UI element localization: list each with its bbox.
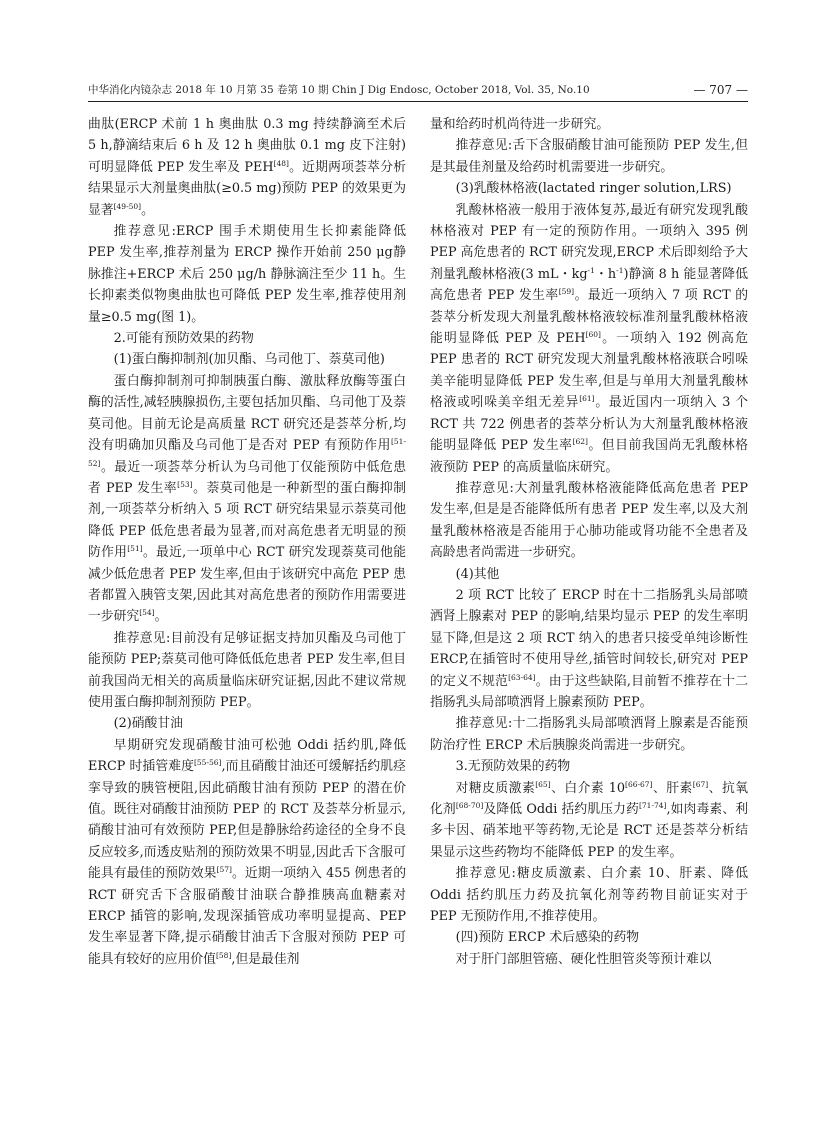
recommendation: 推荐意见:目前没有足够证据支持加贝酯及乌司他丁能预防 PEP;萘莫司他可降低低危患者 PEP 发生率,但目前我国尚无相关的高质量临床研究证据,因此不建议常规使用蛋白酶抑制剂预防 PEP。 — [88, 630, 406, 710]
citation[interactable]: [54] — [139, 608, 155, 618]
citation[interactable]: [59] — [558, 287, 575, 297]
citation[interactable]: [51-52] — [88, 437, 406, 468]
citation[interactable]: [53] — [177, 479, 193, 489]
recommendation: 推荐意见:舌下含服硝酸甘油可能预防 PEP 发生,但是其最佳剂量及给药时机需要进一步研究。 — [430, 138, 748, 175]
citation[interactable]: [71-74] — [638, 801, 667, 810]
recommendation: 推荐意见:十二指肠乳头局部喷洒肾上腺素是否能预防治疗性 ERCP 术后胰腺炎尚需进一步研究。 — [430, 716, 748, 753]
paragraph: 对糖皮质激素[65]、白介素 10[66-67]、肝素[67]、抗氧化剂[68-70]及降低 Oddi 括约肌压力药[71-74],如肉毒素、利多卡因、硝苯地平等药物,无论是 RCT 还是荟萃分析结果显示这些药物均不能降低 PEP 的发生率。 — [430, 779, 749, 860]
citation[interactable]: [48] — [273, 158, 289, 168]
paragraph: 对于肝门部胆管癌、硬化性胆管炎等预计难以 — [455, 951, 712, 967]
section-heading: 2.可能有预防效果的药物 — [113, 331, 254, 347]
paragraph: 量和给药时机尚待进一步研究。 — [430, 117, 610, 132]
citation[interactable]: [51] — [127, 544, 143, 554]
citation[interactable]: [61] — [579, 394, 595, 404]
header-rule — [88, 101, 748, 102]
page-number: — 707 — — [693, 83, 748, 97]
citation[interactable]: [66-67] — [625, 779, 653, 789]
recommendation: 推荐意见:糖皮质激素、白介素 10、肝素、降低 Oddi 括约肌压力药及抗氧化剂等药物目前证实对于 PEP 无预防作用,不推荐使用。 — [430, 866, 748, 925]
paragraph: 2 项 RCT 比较了 ERCP 时在十二指肠乳头局部喷洒肾上腺素对 PEP 的影响,结果均显示 PEP 的发生率明显下降,但是这 2 项 RCT 纳入的患者只接受单纯诊断性 ERCP,在插管时不使用导丝,插管时间较长,研究对 PEP 的定义不规范[63-64]。由于这些缺陷,目前暂不推荐在十二指肠乳头局部喷洒肾上腺素预防 PEP。 — [430, 587, 748, 710]
section-heading: 3.无预防效果的药物 — [455, 759, 571, 775]
citation[interactable]: [65] — [535, 779, 551, 789]
paragraph: 乳酸林格液一般用于液体复苏,最近有研究发现乳酸林格液对 PEP 有一定的预防作用。一项纳入 395 例 PEP 高危患者的 RCT 研究发现,ERCP 术后即刻给予大剂量乳酸林格液(3 mL・$kg^{-1}$・$h^{-1}$)静滴 8 h 能显著降低高危患者 PEP 发生率[59]。最近一项纳入 7 项 RCT 的荟萃分析发现大剂量乳酸林格液较标准剂量乳酸林格液能明显降低 PEP 及 PEH[60]。一项纳入 192 例高危 PEP 患者的 RCT 研究发现大剂量乳酸林格液联合吲哚美辛能明显降低 PEP 发生率,但是与单用大剂量乳酸林格液或吲哚美辛组无差异[61]。最近国内一项纳入 3 个 RCT 共 722 例患者的荟萃分析认为大剂量乳酸林格液能明显降低 PEP 发生率[62]。但目前我国尚无乳酸林格液预防 PEP 的高质量临床研究。 — [430, 202, 749, 475]
citation[interactable]: [67] — [692, 779, 709, 789]
citation[interactable]: [62] — [572, 437, 588, 447]
paragraph: 曲肽(ERCP 术前 1 h 奥曲肽 0.3 mg 持续静滴至术后 5 h,静滴结束后 6 h 及 12 h 奥曲肽 0.1 mg 皮下注射)可明显降低 PEP 发生率及 PEH[48]。近期两项荟萃分析结果显示大剂量奥曲肽(≥0.5 mg)预防 PEP 的效果更为显著[49-50]。 — [88, 117, 406, 218]
left-column — [88, 114, 406, 970]
citation[interactable]: [57] — [216, 865, 232, 875]
running-header — [88, 80, 748, 100]
right-column — [430, 114, 748, 970]
subsection-heading: (1)蛋白酶抑制剂(加贝酯、乌司他丁、萘莫司他) — [113, 352, 385, 368]
journal-citation: 中华消化内镜杂志 2018 年 10 月第 35 卷第 10 期 Chin J Dig Endosc, October 2018, Vol. 35, No.10 — [88, 84, 590, 96]
recommendation: 推荐意见:大剂量乳酸林格液能降低高危患者 PEP 发生率,但是是否能降低所有患者 PEP 发生率,以及大剂量乳酸林格液是否能用于心肺功能或肾功能不全患者及高龄患者尚需进一步研究。 — [430, 480, 748, 561]
recommendation: 推荐意见:ERCP 围手术期使用生长抑素能降低 PEP 发生率,推荐剂量为 ERCP 操作开始前 250 μg静脉推注+ERCP 术后 250 μg/h 静脉滴注至少 11 h。生长抑素类似物奥曲肽也可降低 PEP 发生率,推荐使用剂量≥0.5 mg(图 1)。 — [88, 224, 406, 325]
subsection-heading: (四)预防 ERCP 术后感染的药物 — [455, 930, 640, 946]
paragraph: 早期研究发现硝酸甘油可松弛 Oddi 括约肌,降低 ERCP 时插管难度[55-56],而且硝酸甘油还可缓解括约肌痉挛导致的胰管梗阻,因此硝酸甘油有预防 PEP 的潜在价值。既往对硝酸甘油预防 PEP 的 RCT 及荟萃分析显示,硝酸甘油可有效预防 PEP,但是静脉给药途径的全身不良反应较多,而透皮贴剂的预防效果不明显,因此舌下含服可能具有最佳的预防效果[57]。近期一项纳入 455 例患者的 RCT 研究舌下含服硝酸甘油联合静推胰高血糖素对 ERCP 插管的影响,发现深插管成功率明显提高、PEP 发生率显著下降,提示硝酸甘油舌下含服对预防 PEP 可能具有较好的应用价值[58],但是最佳剂 — [88, 737, 407, 967]
subsection-heading: (2)硝酸甘油 — [113, 716, 183, 732]
citation[interactable]: [60] — [585, 330, 601, 340]
citation[interactable]: [68-70] — [455, 801, 484, 810]
subsection-heading: (4)其他 — [455, 566, 500, 582]
citation[interactable]: [55-56] — [193, 758, 222, 768]
citation[interactable]: [63-64] — [508, 672, 536, 682]
citation[interactable]: [49-50] — [113, 201, 142, 211]
subsection-heading: (3)乳酸林格液(lactated ringer solution,LRS) — [455, 181, 732, 197]
citation[interactable]: [58] — [215, 950, 232, 960]
paragraph: 蛋白酶抑制剂可抑制胰蛋白酶、激肽释放酶等蛋白酶的活性,减轻胰腺损伤,主要包括加贝酯、乌司他丁及萘莫司他。目前无论是高质量 RCT 研究还是荟萃分析,均没有明确加贝酯及乌司他丁是否对 PEP 有预防作用[51-52]。最近一项荟萃分析认为乌司他丁仅能预防中低危患者 PEP 发生率[53]。萘莫司他是一种新型的蛋白酶抑制剂,一项荟萃分析纳入 5 项 RCT 研究结果显示萘莫司他降低 PEP 低危患者最为显著,而对高危患者无明显的预防作用[51]。最近,一项单中心 RCT 研究发现萘莫司他能减少低危患者 PEP 发生率,但由于该研究中高危 PEP 患者都置入胰管支架,因此其对高危患者的预防作用需要进一步研究[54]。 — [88, 373, 407, 625]
